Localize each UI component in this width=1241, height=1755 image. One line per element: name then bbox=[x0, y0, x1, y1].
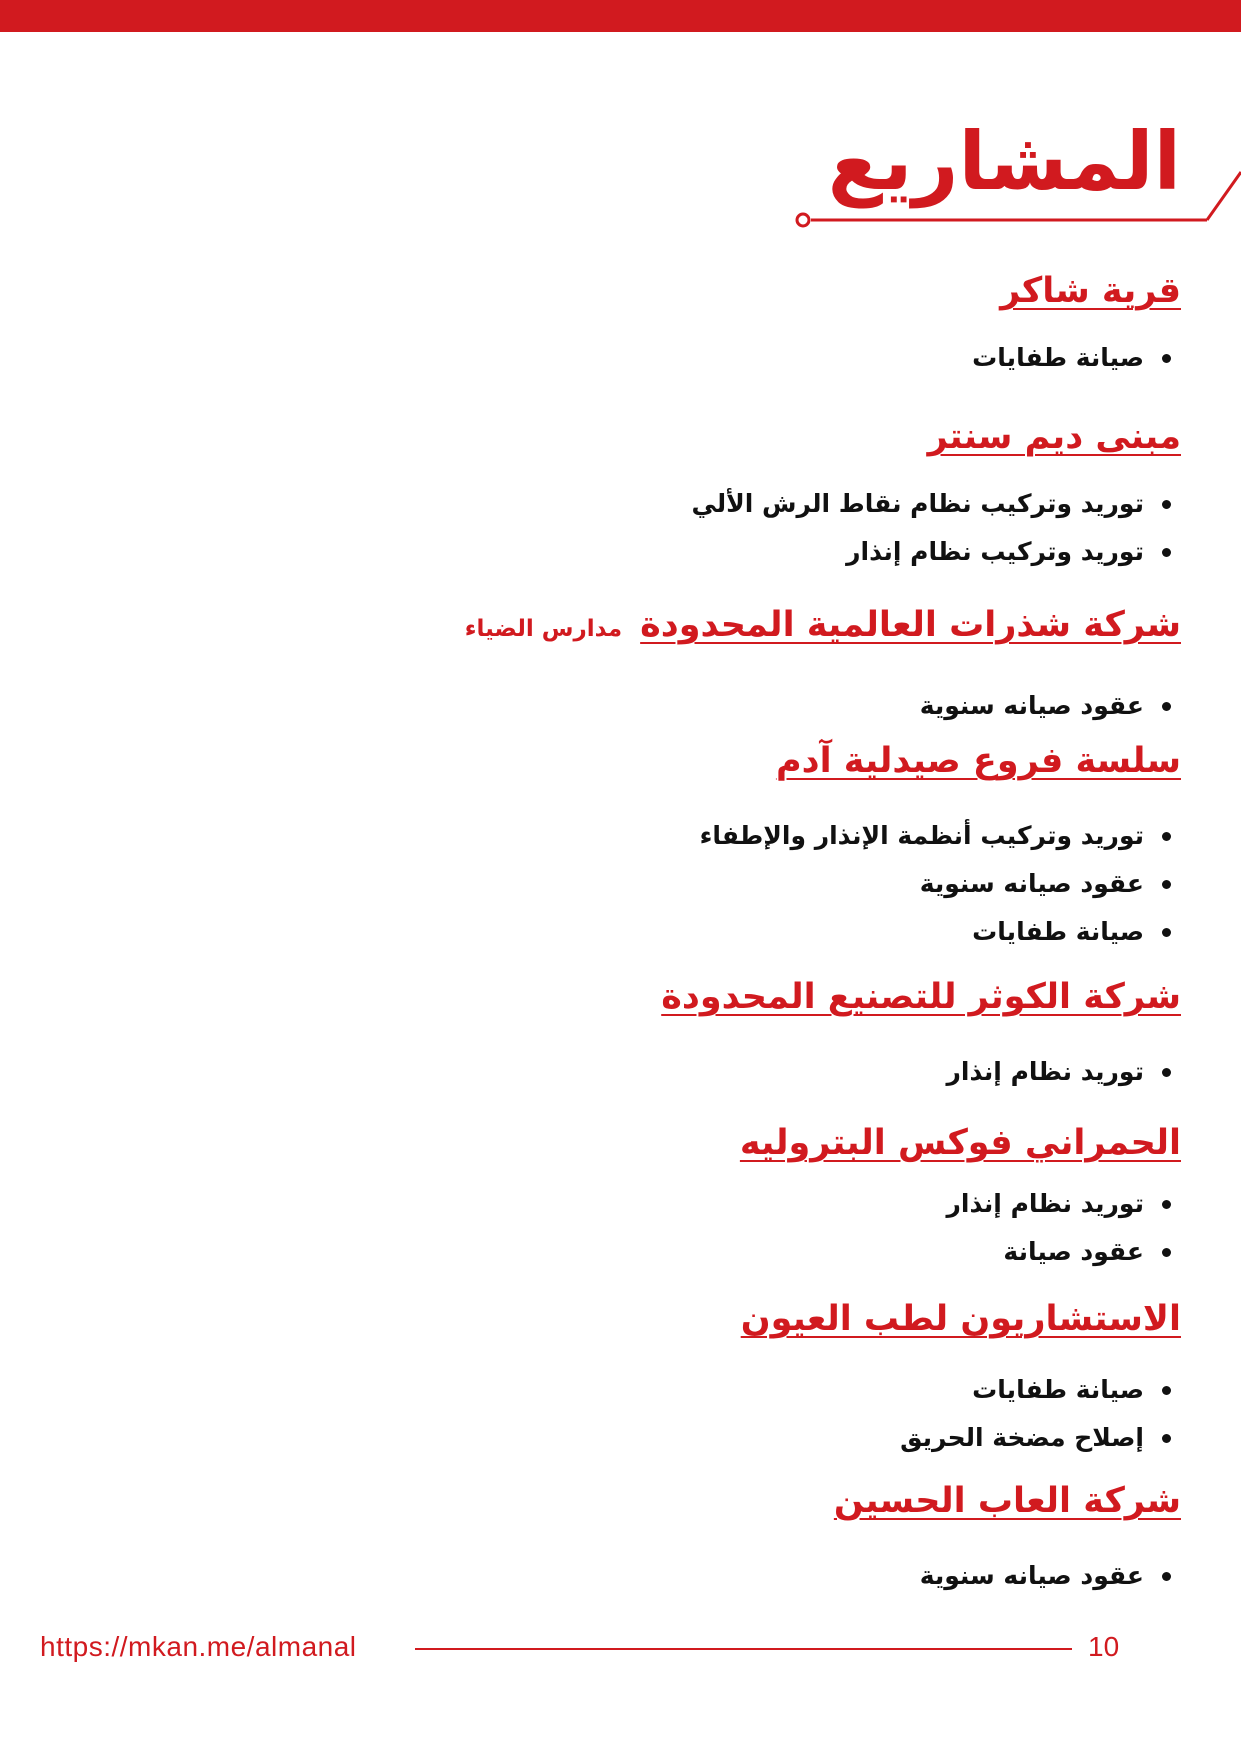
bullet-icon bbox=[1162, 548, 1171, 557]
bullet-icon bbox=[1162, 500, 1171, 509]
list-item bbox=[60, 1366, 1171, 1414]
list-item bbox=[60, 480, 1171, 528]
list-item-text: توريد وتركيب نظام إنذار bbox=[846, 537, 1144, 566]
bullet-icon bbox=[1162, 928, 1171, 937]
bullet-icon bbox=[1162, 1200, 1171, 1209]
list-item bbox=[60, 1180, 1171, 1228]
list-item-text: عقود صيانة bbox=[1003, 1237, 1144, 1266]
page-title: المشاريع bbox=[827, 115, 1181, 208]
project-heading: سلسة فروع صيدلية آدم bbox=[775, 741, 1181, 781]
footer-divider bbox=[415, 1648, 1072, 1650]
list-item-text: توريد وتركيب أنظمة الإنذار والإطفاء bbox=[699, 821, 1144, 850]
project-heading: قرية شاكر bbox=[1000, 271, 1181, 311]
list-item bbox=[60, 1228, 1171, 1276]
list-item-text: إصلاح مضخة الحريق bbox=[900, 1423, 1144, 1452]
list-item-text: توريد وتركيب نظام نقاط الرش الألي bbox=[691, 489, 1144, 518]
list-item bbox=[60, 1414, 1171, 1462]
project-section bbox=[60, 414, 1181, 576]
bullet-icon bbox=[1162, 702, 1171, 711]
list-item bbox=[60, 334, 1171, 382]
list-item-text: عقود صيانه سنوية bbox=[919, 691, 1144, 720]
bullet-icon bbox=[1162, 880, 1171, 889]
list-item-text: صيانة طفايات bbox=[972, 917, 1144, 946]
project-section bbox=[60, 1120, 1181, 1276]
list-item bbox=[60, 860, 1171, 908]
list-item bbox=[60, 1048, 1171, 1096]
bullet-icon bbox=[1162, 1068, 1171, 1077]
list-item-text: عقود صيانه سنوية bbox=[919, 869, 1144, 898]
list-item-text: توريد نظام إنذار bbox=[946, 1057, 1144, 1086]
project-section bbox=[60, 1478, 1181, 1600]
list-item bbox=[60, 682, 1171, 730]
list-item-text: توريد نظام إنذار bbox=[946, 1189, 1144, 1218]
list-item bbox=[60, 908, 1171, 956]
page-number: 10 bbox=[1088, 1631, 1120, 1662]
bullet-icon bbox=[1162, 1434, 1171, 1443]
project-heading: شركة الكوثر للتصنيع المحدودة bbox=[661, 977, 1181, 1017]
bullet-icon bbox=[1162, 354, 1171, 363]
project-heading: شركة العاب الحسين bbox=[833, 1481, 1181, 1521]
list-item bbox=[60, 528, 1171, 576]
list-item-text: صيانة طفايات bbox=[972, 343, 1144, 372]
title-underline-decoration bbox=[0, 0, 1241, 240]
bullet-icon bbox=[1162, 832, 1171, 841]
bullet-icon bbox=[1162, 1572, 1171, 1581]
footer-url[interactable]: https://mkan.me/almanal bbox=[40, 1631, 357, 1662]
list-item bbox=[60, 812, 1171, 860]
project-section bbox=[60, 268, 1181, 382]
bullet-icon bbox=[1162, 1248, 1171, 1257]
list-item-text: عقود صيانه سنوية bbox=[919, 1561, 1144, 1590]
project-section bbox=[60, 738, 1181, 956]
project-section bbox=[60, 974, 1181, 1096]
list-item-text: صيانة طفايات bbox=[972, 1375, 1144, 1404]
project-heading: الحمراني فوكس البتروليه bbox=[739, 1123, 1181, 1163]
project-heading: شركة شذرات العالمية المحدودة bbox=[640, 605, 1181, 645]
project-heading-extra: مدارس الضياء bbox=[464, 616, 623, 642]
list-item bbox=[60, 1552, 1171, 1600]
project-section bbox=[60, 602, 1181, 730]
project-heading: الاستشاريون لطب العيون bbox=[740, 1299, 1181, 1339]
bullet-icon bbox=[1162, 1386, 1171, 1395]
project-section bbox=[60, 1296, 1181, 1462]
project-heading: مبنى ديم سنتر bbox=[927, 417, 1181, 457]
